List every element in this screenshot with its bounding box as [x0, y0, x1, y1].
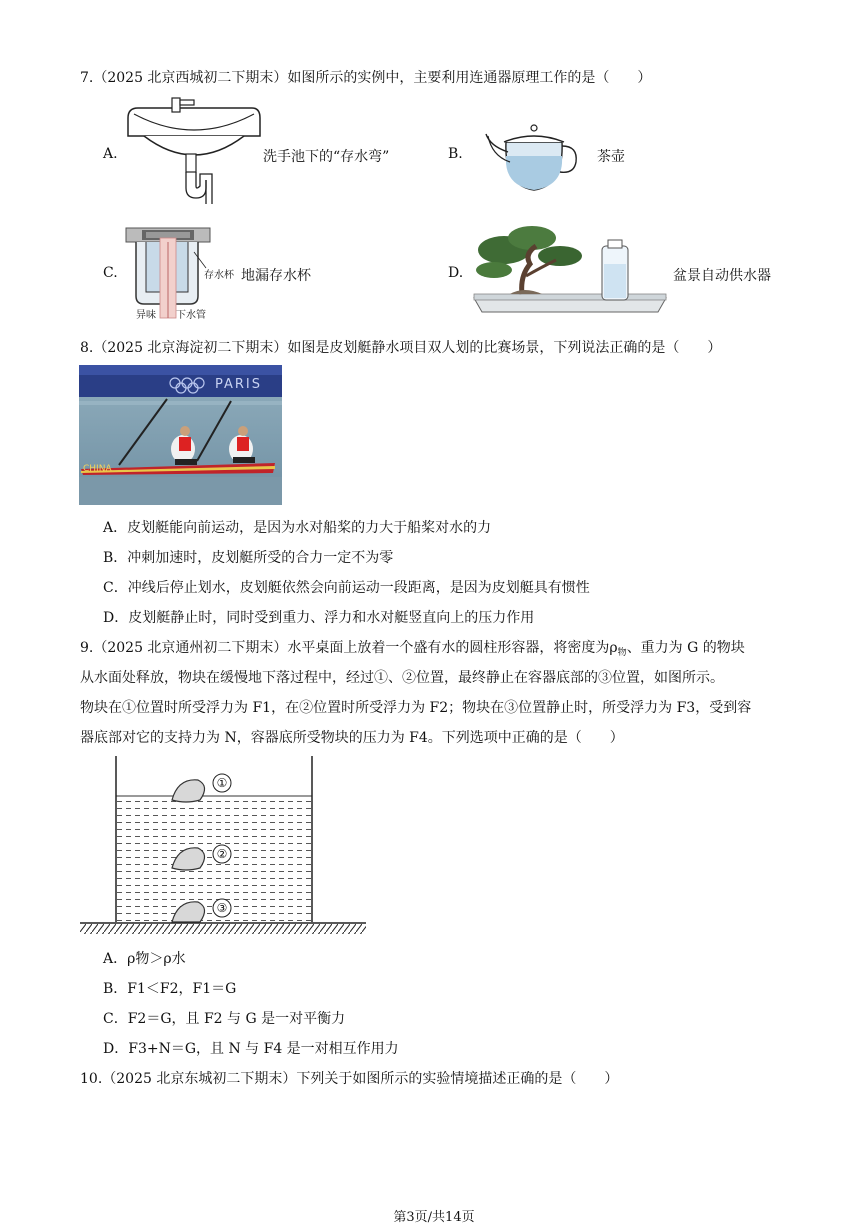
q9-line1-text: 9.（2025 北京通州初二下期末）水平桌面上放着一个盛有水的圆柱形容器，将密度为ρ [80, 640, 618, 656]
q9-option-b: B．F1＜F2，F1＝G [103, 981, 237, 997]
q7-option-d-caption: 盆景自动供水器 [673, 268, 771, 284]
marker-3: ③ [216, 901, 228, 915]
teapot-illustration [484, 116, 580, 194]
q9-line1-sub: 物 [617, 648, 627, 658]
floor-drain-illustration [124, 222, 244, 320]
page-footer: 第3页/共14页 [393, 1210, 475, 1225]
bonsai-waterer-illustration [470, 220, 670, 318]
q9-line3: 物块在①位置时所受浮力为 F1，在②位置时所受浮力为 F2；物块在③位置静止时，所受浮力为 F3，受到容 [80, 700, 752, 716]
q7-option-a-caption: 洗手池下的“存水弯” [263, 149, 390, 165]
drain-cup-label: 存水杯 [204, 270, 234, 281]
q9-line4: 器底部对它的支持力为 N，容器底所受物块的压力为 F4。下列选项中正确的是（ ） [80, 730, 624, 746]
marker-1: ① [216, 776, 228, 790]
q7-option-b-caption: 茶壶 [597, 149, 625, 165]
q8-option-d: D．皮划艇静止时，同时受到重力、浮力和水对艇竖直向上的压力作用 [103, 610, 535, 626]
q10-stem: 10.（2025 北京东城初二下期末）下列关于如图所示的实验情境描述正确的是（ ） [80, 1071, 619, 1087]
container-diagram [80, 756, 370, 938]
q9-option-c: C．F2＝G，且 F2 与 G 是一对平衡力 [103, 1011, 346, 1027]
q7-option-c-letter: C. [103, 265, 118, 281]
q7-stem: 7.（2025 北京西城初二下期末）如图所示的实例中，主要利用连通器原理工作的是（ ） [80, 70, 652, 86]
drain-pipe-label: 下水管 [176, 310, 206, 320]
q9-option-a: A．ρ物＞ρ水 [103, 951, 186, 967]
drain-smell-label: 异味 [136, 310, 156, 320]
q8-stem: 8.（2025 北京海淀初二下期末）如图是皮划艇静水项目双人划的比赛场景，下列说法正确的是（ ） [80, 340, 722, 356]
kayak-race-photo [79, 365, 282, 505]
sink-trap-illustration [124, 96, 264, 208]
q7-option-d-letter: D. [448, 265, 464, 281]
q7-option-a-letter: A. [103, 146, 118, 162]
photo-china-text: CHINA [83, 464, 112, 474]
q9-line1-tail: 、重力为 G 的物块 [626, 640, 745, 656]
q7-option-b-letter: B. [448, 146, 463, 162]
q9-line2: 从水面处释放，物块在缓慢地下落过程中，经过①、②位置，最终静止在容器底部的③位置，如图所示。 [80, 670, 724, 686]
q8-option-c: C．冲线后停止划水，皮划艇依然会向前运动一段距离，是因为皮划艇具有惯性 [103, 580, 590, 596]
q8-option-a: A．皮划艇能向前运动，是因为水对船桨的力大于船桨对水的力 [103, 520, 492, 536]
photo-paris-text: PARIS [215, 377, 263, 392]
q9-option-d: D．F3+N＝G，且 N 与 F4 是一对相互作用力 [103, 1041, 399, 1057]
marker-2: ② [216, 847, 228, 861]
q8-option-b: B．冲刺加速时，皮划艇所受的合力一定不为零 [103, 550, 394, 566]
q7-option-c-caption: 地漏存水杯 [241, 268, 311, 284]
q9-line1 [80, 637, 745, 658]
